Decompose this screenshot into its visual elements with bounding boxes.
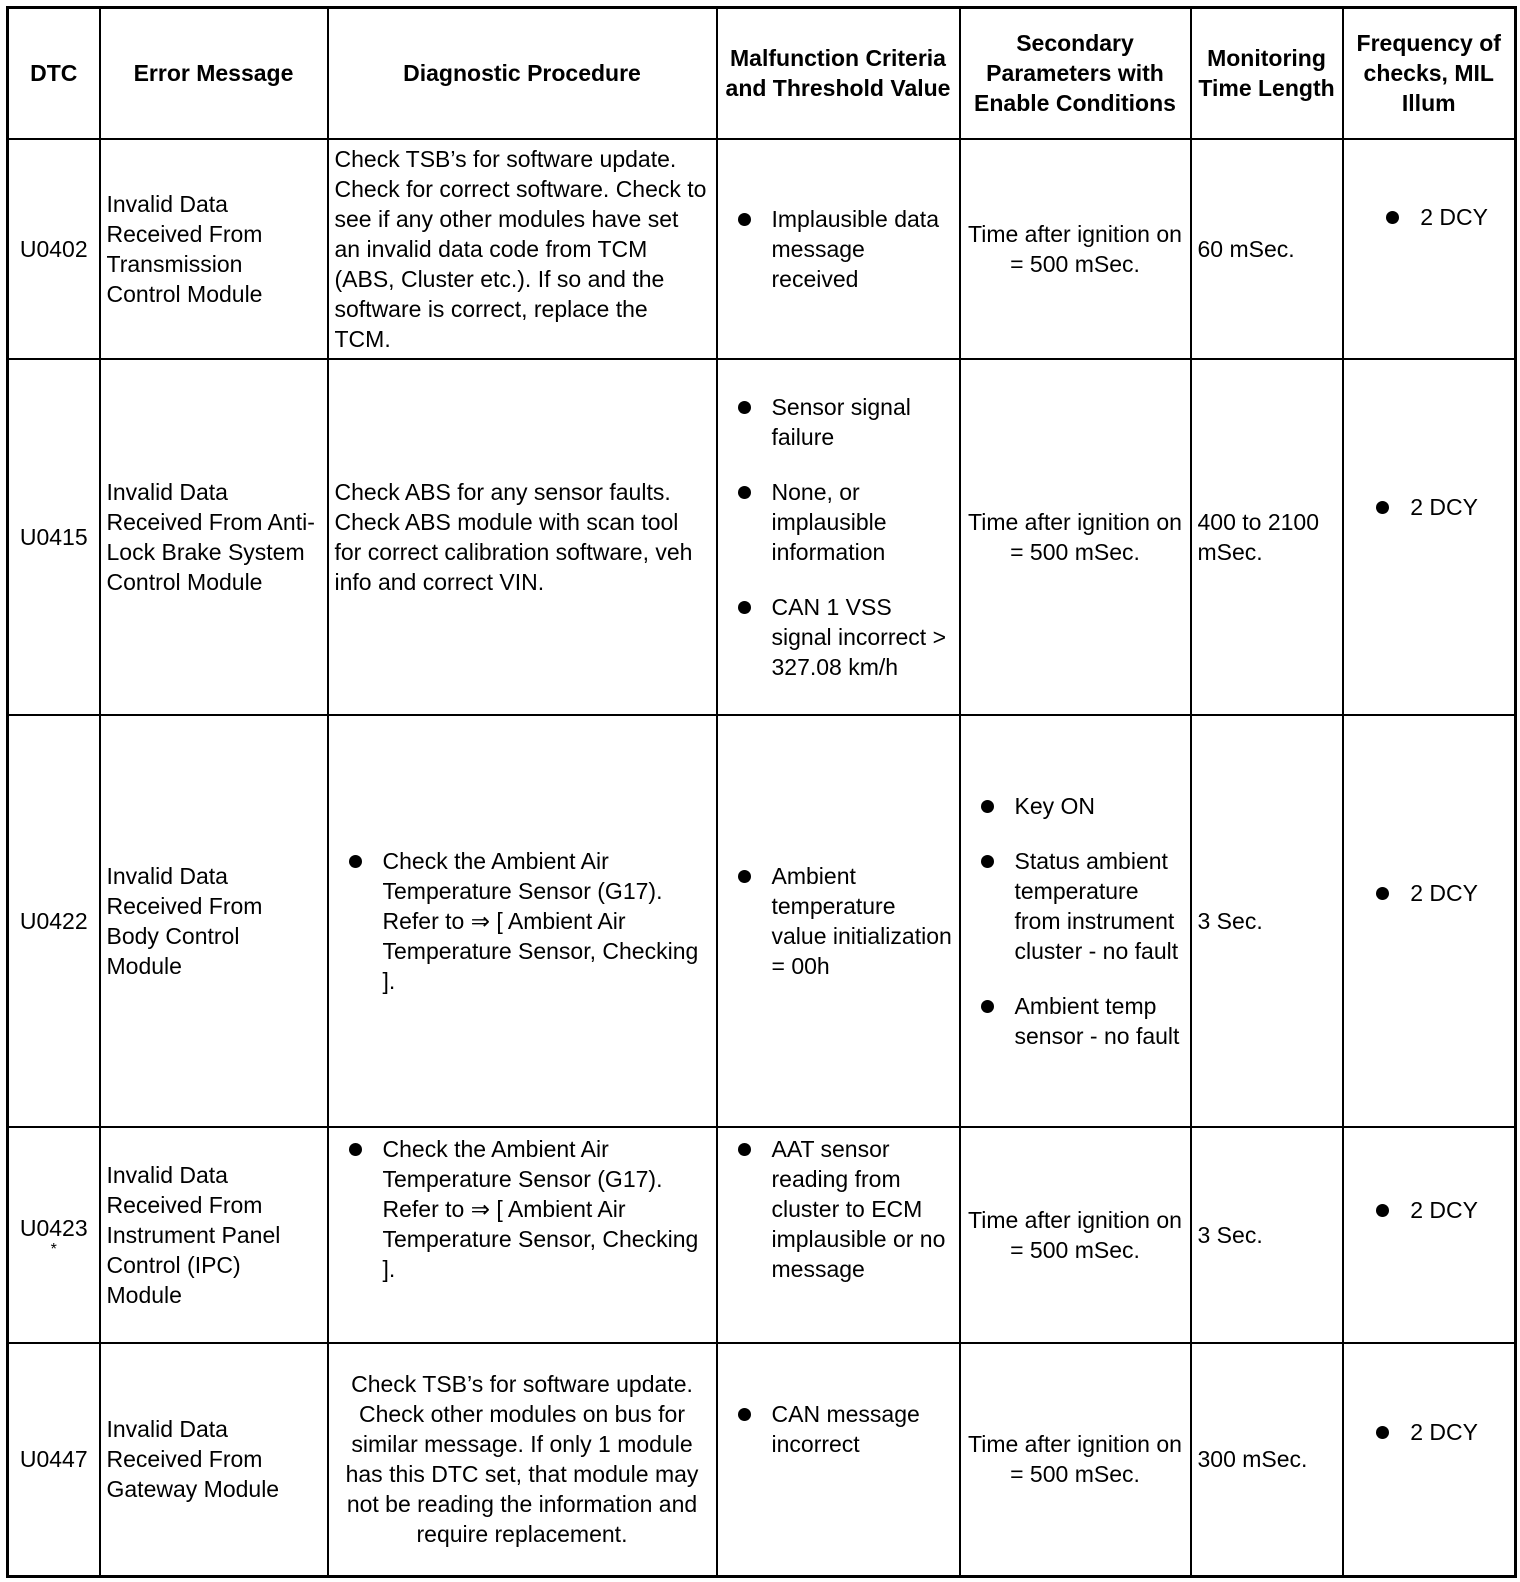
criteria-item: CAN message incorrect (724, 1399, 953, 1459)
error-message: Invalid Data Received From Instrument Panel Control (IPC) Module (100, 1127, 328, 1343)
malfunction-criteria (717, 1343, 960, 1577)
error-message: Invalid Data Received From Gateway Module (100, 1343, 328, 1577)
frequency (1343, 1343, 1516, 1577)
monitoring-time: 3 Sec. (1191, 715, 1343, 1127)
criteria-item: Sensor signal failure (724, 392, 953, 452)
secondary-parameters: Time after ignition on = 500 mSec. (960, 359, 1191, 715)
frequency-item: 2 DCY (1410, 1196, 1478, 1223)
criteria-item: Implausible data message received (724, 204, 953, 294)
criteria-item: CAN 1 VSS signal incorrect > 327.08 km/h (724, 592, 953, 682)
frequency (1343, 139, 1516, 359)
header-error-message: Error Message (100, 8, 328, 139)
dtc-code: U0447 (8, 1343, 100, 1577)
secondary-parameters: Time after ignition on = 500 mSec. (960, 1343, 1191, 1577)
frequency-item: 2 DCY (1410, 1418, 1478, 1445)
header-frequency: Frequency of checks, MIL Illum (1343, 8, 1516, 139)
dtc-table (6, 6, 1517, 1578)
frequency-item: 2 DCY (1410, 880, 1478, 906)
secondary-item: Key ON (967, 791, 1184, 821)
table-row (8, 359, 1516, 715)
criteria-item: Ambient temperature value initialization = 00h (724, 861, 953, 981)
monitoring-time: 300 mSec. (1191, 1343, 1343, 1577)
secondary-parameters: Time after ignition on = 500 mSec. (960, 1127, 1191, 1343)
table-row (8, 139, 1516, 359)
header-diagnostic-procedure: Diagnostic Procedure (328, 8, 717, 139)
monitoring-time: 400 to 2100 mSec. (1191, 359, 1343, 715)
diagnostic-procedure (328, 1127, 717, 1343)
dtc-code: U0402 (8, 139, 100, 359)
header-secondary-parameters: Secondary Parameters with Enable Conditions (960, 8, 1191, 139)
dtc-code: U0422 (8, 715, 100, 1127)
diagnostic-procedure: Check TSB’s for software update. Check for correct software. Check to see if any other modules have set an invalid data code from TCM (ABS, Cluster etc.). If so and the software is correct, replace the TCM. (328, 139, 717, 359)
malfunction-criteria (717, 359, 960, 715)
frequency (1343, 359, 1516, 715)
dtc-code: U0415 (8, 359, 100, 715)
header-monitoring-time: Monitoring Time Length (1191, 8, 1343, 139)
frequency-item: 2 DCY (1420, 203, 1488, 230)
malfunction-criteria (717, 139, 960, 359)
criteria-item: AAT sensor reading from cluster to ECM implausible or no message (724, 1134, 953, 1284)
table-row (8, 1127, 1516, 1343)
frequency (1343, 715, 1516, 1127)
criteria-item: None, or implausible information (724, 477, 953, 567)
procedure-item: Check the Ambient Air Temperature Sensor (G17). Refer to ⇒ [ Ambient Air Temperature Sensor, Checking ]. (335, 1134, 710, 1284)
header-row (8, 8, 1516, 139)
diagnostic-procedure: Check TSB’s for software update. Check other modules on bus for similar message. If only 1 module has this DTC set, that module may not be reading the information and require replacement. (328, 1343, 717, 1577)
monitoring-time: 60 mSec. (1191, 139, 1343, 359)
diagnostic-procedure (328, 715, 717, 1127)
table-row (8, 1343, 1516, 1577)
diagnostic-procedure: Check ABS for any sensor faults. Check ABS module with scan tool for correct calibration software, veh info and correct VIN. (328, 359, 717, 715)
secondary-item: Ambient temp sensor - no fault (967, 991, 1184, 1051)
malfunction-criteria (717, 1127, 960, 1343)
frequency (1343, 1127, 1516, 1343)
secondary-item: Status ambient temperature from instrument cluster - no fault (967, 846, 1184, 966)
frequency-item: 2 DCY (1410, 493, 1478, 520)
error-message: Invalid Data Received From Transmission Control Module (100, 139, 328, 359)
dtc-code (8, 1127, 100, 1343)
header-malfunction-criteria: Malfunction Criteria and Threshold Value (717, 8, 960, 139)
error-message: Invalid Data Received From Body Control Module (100, 715, 328, 1127)
table-row (8, 715, 1516, 1127)
header-dtc: DTC (8, 8, 100, 139)
secondary-parameters (960, 715, 1191, 1127)
dtc-footnote-mark: * (50, 1240, 57, 1258)
monitoring-time: 3 Sec. (1191, 1127, 1343, 1343)
error-message: Invalid Data Received From Anti-Lock Brake System Control Module (100, 359, 328, 715)
dtc-code-text: U0423 (19, 1214, 88, 1241)
secondary-parameters: Time after ignition on = 500 mSec. (960, 139, 1191, 359)
procedure-item: Check the Ambient Air Temperature Sensor (G17). Refer to ⇒ [ Ambient Air Temperature Sensor, Checking ]. (335, 846, 710, 996)
malfunction-criteria (717, 715, 960, 1127)
